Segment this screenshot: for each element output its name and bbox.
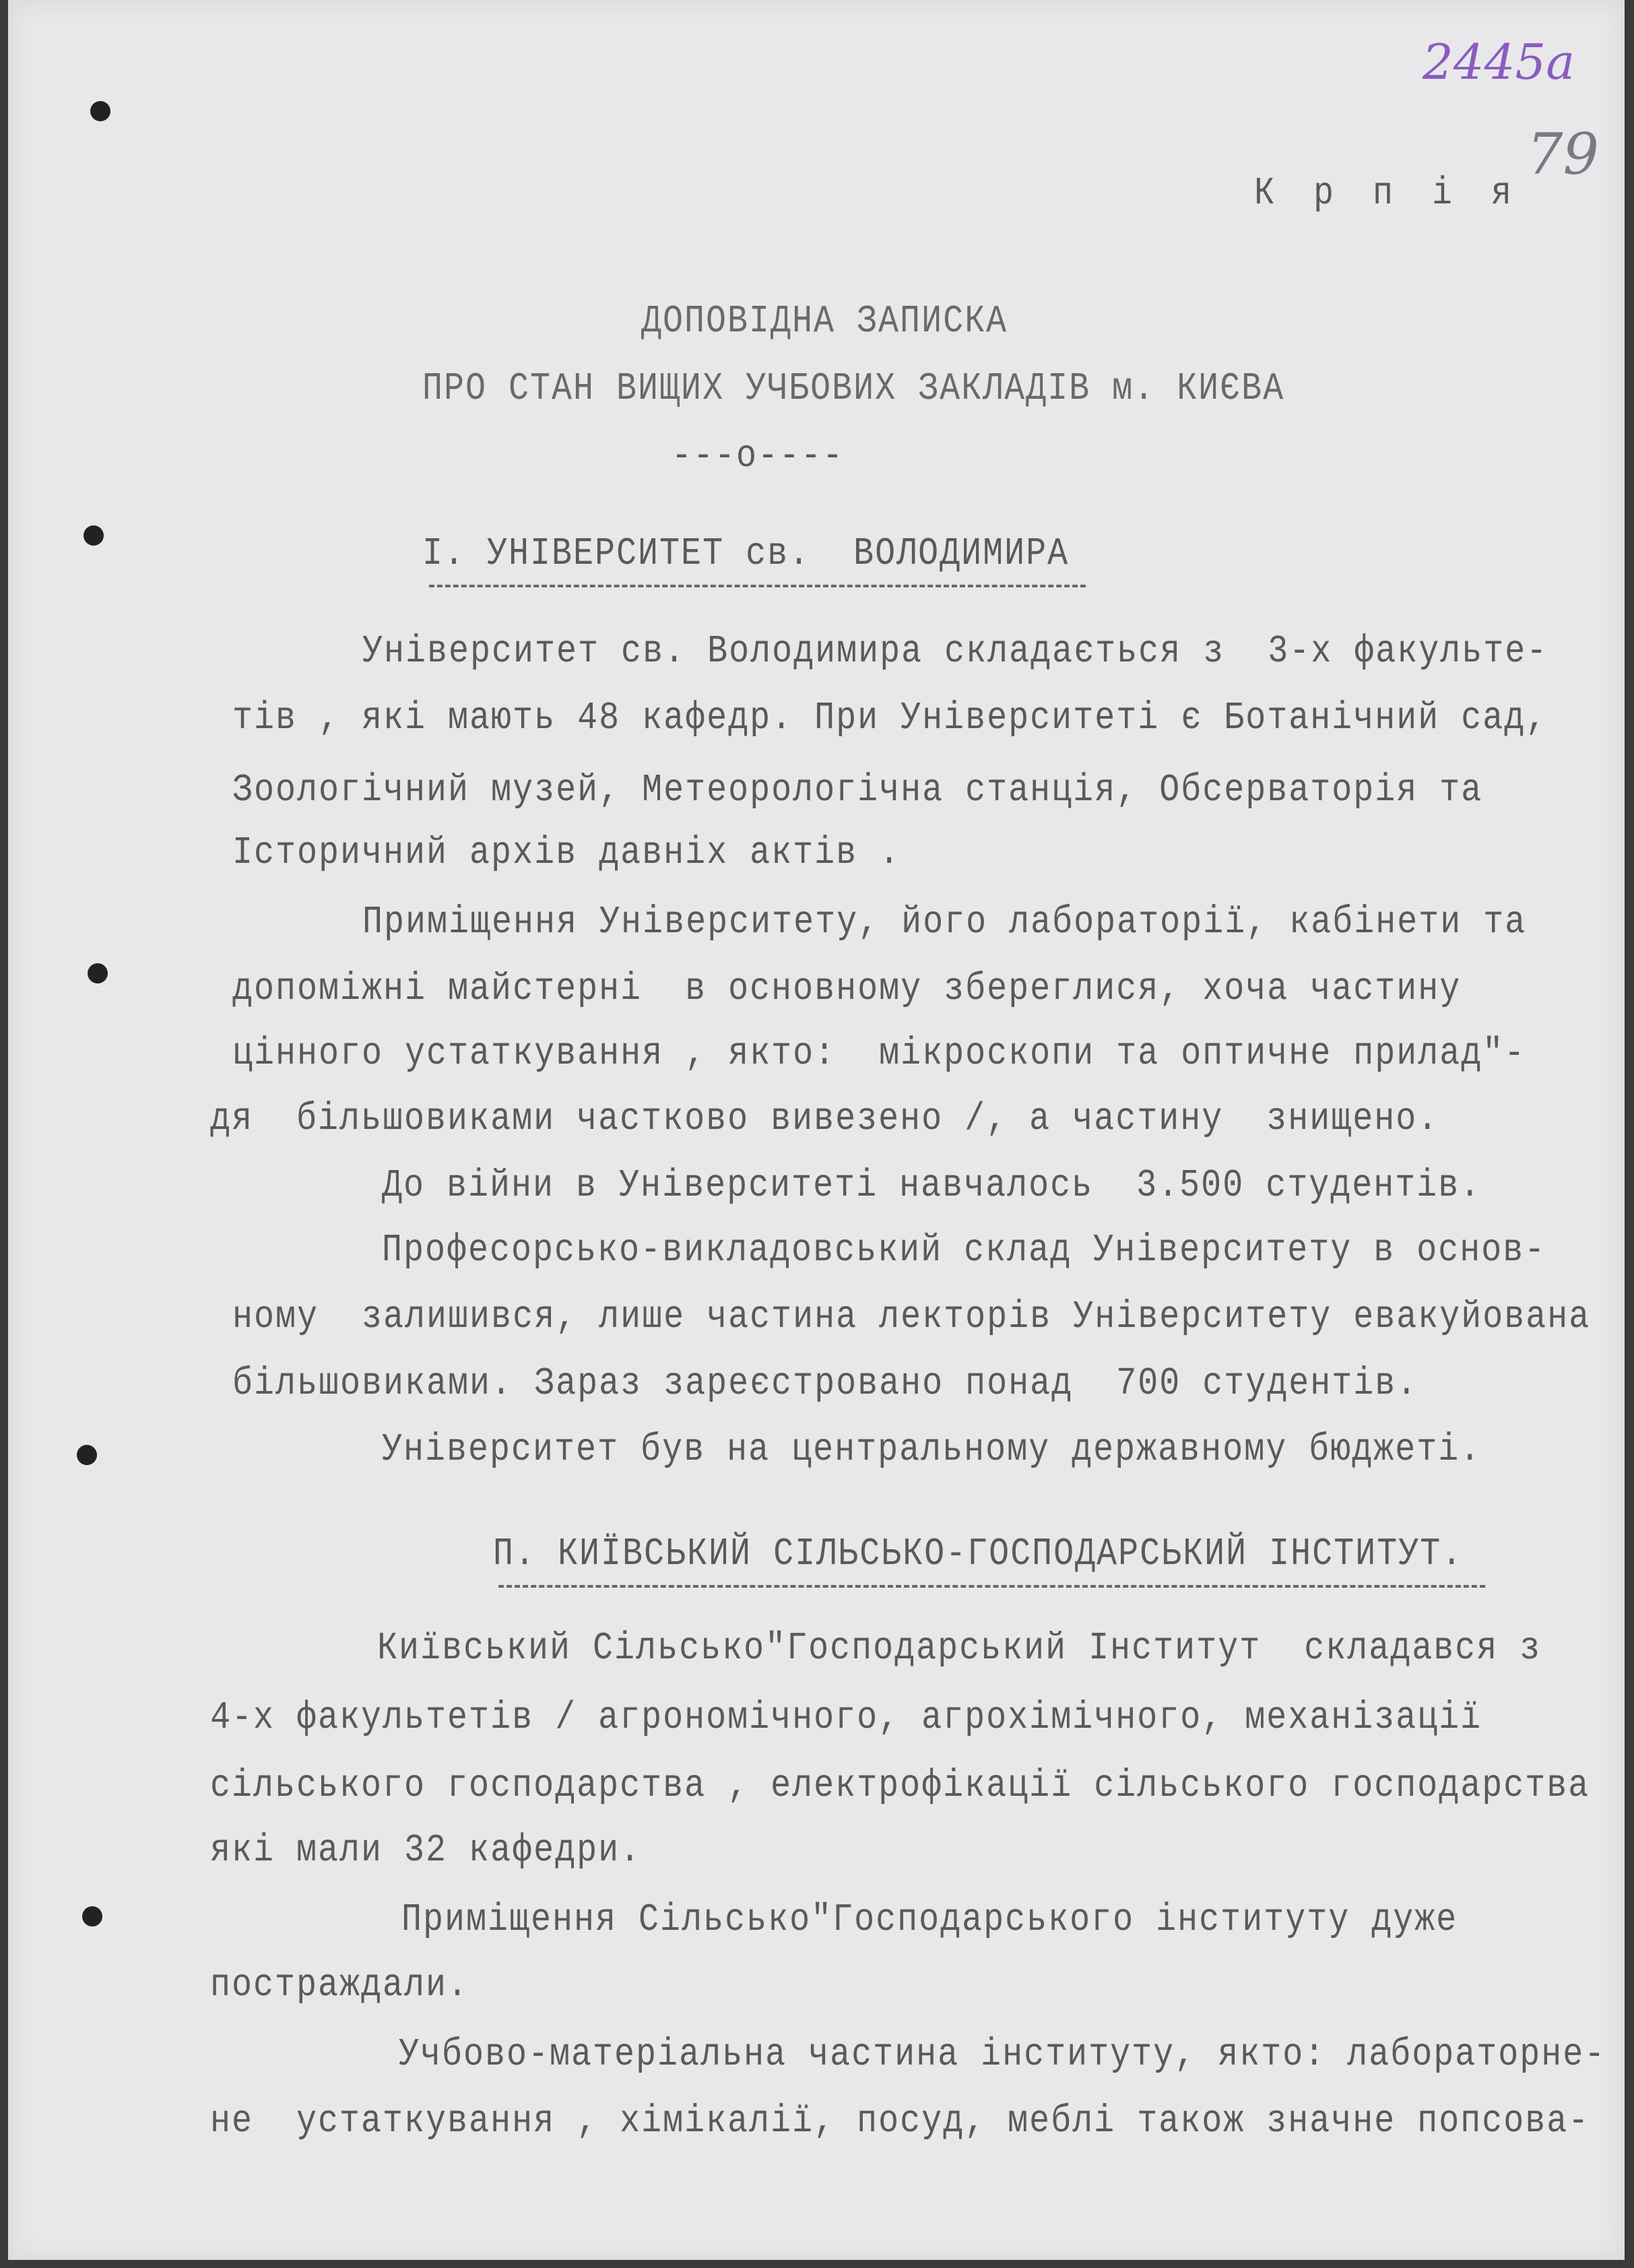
section-1-line: ному залишився, лише частина лекторів Університету евакуйована xyxy=(232,1295,1591,1340)
punch-hole xyxy=(84,525,104,546)
page-number: 79 xyxy=(1527,121,1599,187)
section-1-line: Історичний архів давніх актів . xyxy=(232,831,901,876)
section-1-line: тів , які мають 48 кафедр. При Університеті є Ботанічний сад, xyxy=(232,696,1548,741)
section-1-line: Професорсько-викладовський склад Університету в основ- xyxy=(382,1229,1546,1273)
title-line-1: ДОПОВІДНА ЗАПИСКА xyxy=(641,300,1008,344)
section-2-line: Приміщення Сільсько"Господарського інституту дуже xyxy=(401,1898,1458,1943)
section-1-line: Приміщення Університету, його лабораторії, кабінети та xyxy=(362,901,1527,945)
section-1-line: цінного устаткування , якто: мікроскопи та оптичне прилад"- xyxy=(232,1032,1526,1076)
section-2-underline xyxy=(498,1585,1485,1588)
section-2-line: Київський Сільсько"Господарський Інститут складався з xyxy=(377,1627,1542,1671)
section-1-heading: I. УНІВЕРСИТЕТ св. ВОЛОДИМИРА xyxy=(422,532,1070,577)
section-1-line: До війни в Університеті навчалось 3.500 студентів. xyxy=(382,1164,1482,1208)
section-1-line: дя більшовиками частково вивезено /, а частину знищено. xyxy=(210,1097,1439,1142)
section-1-line: допоміжні майстерні в основному збереглися, хоча частину xyxy=(232,967,1462,1012)
section-2-line: сільського господарства , електрофікації сільського господарства xyxy=(210,1764,1590,1809)
section-2-line: Учбово-матеріальна частина інституту, якто: лабораторне- xyxy=(399,2033,1606,2077)
punch-hole xyxy=(90,101,110,121)
separator: ---o---- xyxy=(672,434,845,479)
document-page xyxy=(8,0,1625,2260)
punch-hole xyxy=(82,1906,102,1926)
punch-hole xyxy=(77,1445,97,1465)
section-2-line: які мали 32 кафедри. xyxy=(210,1829,642,1873)
archive-number: 2445а xyxy=(1423,34,1575,90)
section-1-line: більшовиками. Зараз зареєстровано понад 700 студентів. xyxy=(232,1362,1418,1406)
punch-hole xyxy=(88,963,108,983)
section-2-line: постраждали. xyxy=(210,1964,469,2008)
section-1-line: Університет св. Володимира складається з 3-х факульте- xyxy=(362,630,1548,674)
section-2-heading: П. КИЇВСЬКИЙ СІЛЬСЬКО-ГОСПОДАРСЬКИЙ ІНСТИТУТ. xyxy=(493,1532,1464,1577)
section-1-underline xyxy=(429,585,1086,587)
section-2-line: не устаткування , хімікалії, посуд, меблі також значне попсова- xyxy=(210,2100,1590,2144)
title-line-2: ПРО СТАН ВИЩИХ УЧБОВИХ ЗАКЛАДІВ м. КИЄВА xyxy=(422,367,1285,412)
section-2-line: 4-х факультетів / агрономічного, агрохімічного, механізації xyxy=(210,1696,1482,1741)
section-1-line: Зоологічний музей, Метеорологічна станція, Обсерваторія та xyxy=(232,769,1483,813)
copy-label: К р п і я xyxy=(1254,172,1522,216)
section-1-line: Університет був на центральному державному бюджеті. xyxy=(382,1428,1482,1472)
